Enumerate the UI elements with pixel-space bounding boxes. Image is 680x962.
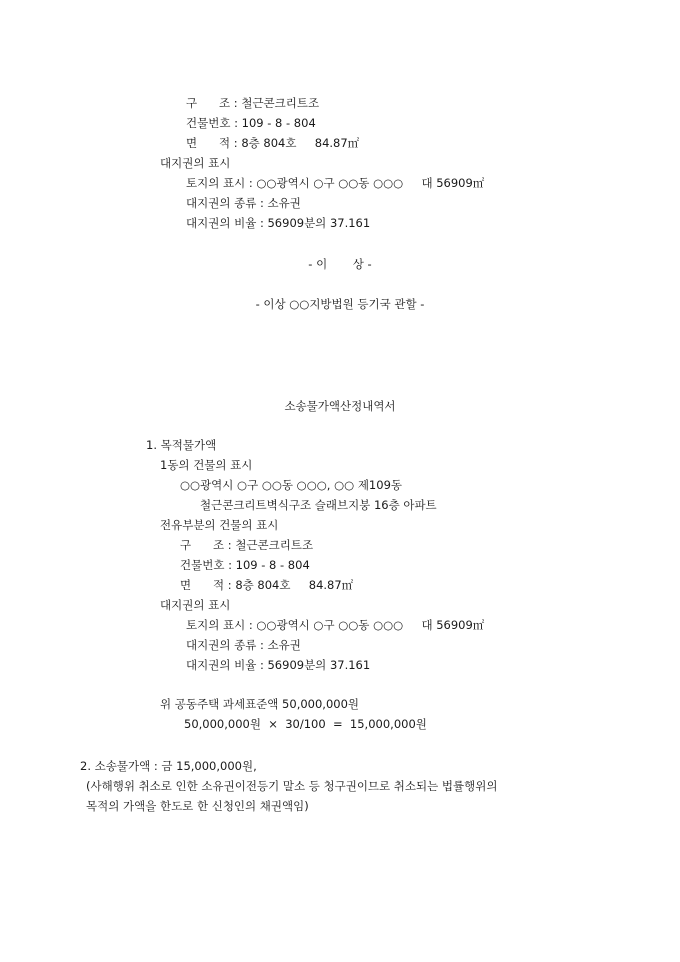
note-line-1: (사해행위 취소로 인한 소유권이전등기 말소 등 청구권이므로 취소되는 법률행위의	[86, 779, 498, 793]
section-2-heading: 2. 소송물가액 : 금 15,000,000원,	[80, 759, 257, 773]
building-heading: 1동의 건물의 표시	[160, 458, 253, 472]
statement-land-display-line: 토지의 표시 : ○○광역시 ○구 ○○동 ○○○ 대 56909㎡	[186, 618, 485, 632]
land-right-heading: 대지권의 표시	[160, 156, 231, 170]
land-display-line: 토지의 표시 : ○○광역시 ○구 ○○동 ○○○ 대 56909㎡	[186, 176, 485, 190]
note-line-2: 목적의 가액을 한도로 한 신청인의 채권액임)	[86, 799, 309, 813]
statement-land-right-heading: 대지권의 표시	[160, 598, 231, 612]
statement-area-line: 면 적 : 8층 804호 84.87㎡	[180, 578, 354, 592]
statement-structure-line: 구 조 : 철근콘크리트조	[180, 538, 314, 552]
tax-base-line: 위 공동주택 과세표준액 50,000,000원	[160, 697, 360, 711]
land-right-ratio-line: 대지권의 비율 : 56909분의 37.161	[186, 216, 371, 230]
building-number-line: 건물번호 : 109 - 8 - 804	[186, 116, 316, 130]
building-address: ○○광역시 ○구 ○○동 ○○○, ○○ 제109동	[180, 478, 402, 492]
jurisdiction-note: - 이상 ○○지방법원 등기국 관할 -	[255, 297, 425, 311]
statement-building-number-line: 건물번호 : 109 - 8 - 804	[180, 558, 310, 572]
calculation-line: 50,000,000원 × 30/100 = 15,000,000원	[184, 717, 427, 731]
exclusive-part-heading: 전유부분의 건물의 표시	[160, 518, 279, 532]
land-right-type-line: 대지권의 종류 : 소유권	[186, 196, 301, 210]
area-line: 면 적 : 8층 804호 84.87㎡	[186, 136, 360, 150]
statement-title: 소송물가액산정내역서	[284, 399, 396, 413]
end-mark: - 이 상 -	[308, 257, 372, 271]
structure-line: 구 조 : 철근콘크리트조	[186, 96, 320, 110]
statement-land-right-ratio-line: 대지권의 비율 : 56909분의 37.161	[186, 658, 371, 672]
building-type: 철근콘크리트벽식구조 슬래브지붕 16층 아파트	[200, 498, 437, 512]
statement-land-right-type-line: 대지권의 종류 : 소유권	[186, 638, 301, 652]
section-1-heading: 1. 목적물가액	[146, 438, 217, 452]
